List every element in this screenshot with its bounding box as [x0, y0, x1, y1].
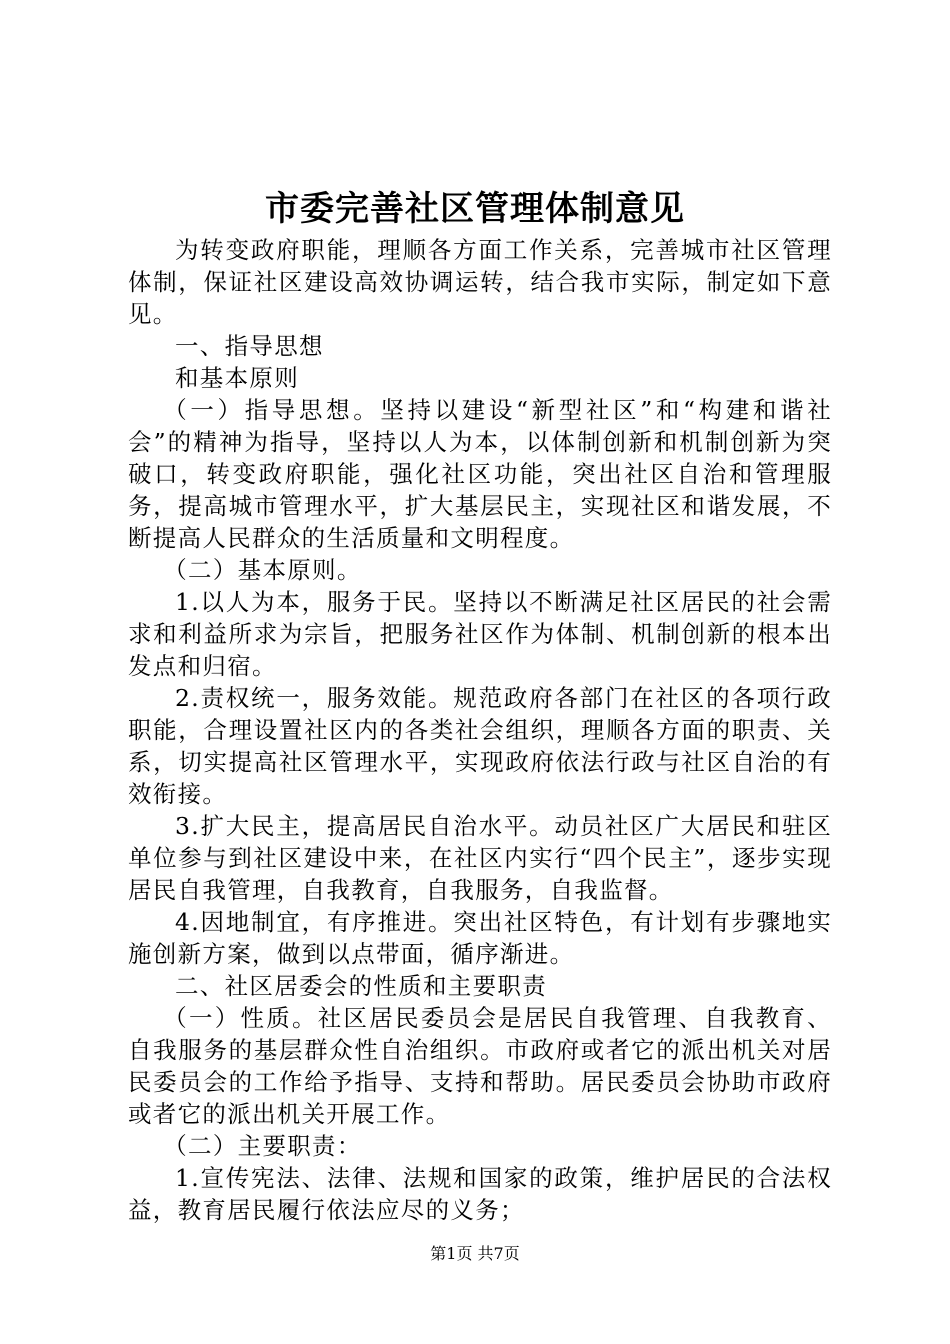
subheading-basic-principles: （二）基本原则。	[163, 556, 362, 584]
heading-section-1: 一、指导思想	[175, 332, 324, 360]
paragraph-principle-1: 1.以人为本，服务于民。坚持以不断满足社区居民的社会需求和利益所求为宗旨，把服务社区作为体制、机制创新的根本出发点和归宿。	[128, 588, 832, 680]
paragraph-principle-4: 4.因地制宜，有序推进。突出社区特色，有计划有步骤地实施创新方案，做到以点带面，循序渐进。	[128, 908, 832, 968]
paragraph-principle-2: 2.责权统一，服务效能。规范政府各部门在社区的各项行政职能，合理设置社区内的各类社会组织，理顺各方面的职责、关系，切实提高社区管理水平，实现政府依法行政与社区自治的有效衔接。	[128, 684, 832, 808]
paragraph-nature: （一）性质。社区居民委员会是居民自我管理、自我教育、自我服务的基层群众性自治组织。市政府或者它的派出机关对居民委员会的工作给予指导、支持和帮助。居民委员会协助市政府或者它的派出机关开展工作。	[128, 1004, 832, 1128]
paragraph-duty-1: 1.宣传宪法、法律、法规和国家的政策，维护居民的合法权益，教育居民履行依法应尽的义务；	[128, 1164, 832, 1224]
paragraph-intro: 为转变政府职能，理顺各方面工作关系，完善城市社区管理体制，保证社区建设高效协调运转，结合我市实际，制定如下意见。	[128, 236, 832, 328]
heading-section-2: 二、社区居委会的性质和主要职责	[175, 972, 547, 1000]
subheading-main-duties: （二）主要职责：	[163, 1132, 362, 1160]
document-body	[128, 234, 832, 1226]
heading-section-1-cont: 和基本原则	[175, 364, 299, 392]
paragraph-guiding-ideology: （一）指导思想。坚持以建设“新型社区”和“构建和谐社会”的精神为指导，坚持以人为本，以体制创新和机制创新为突破口，转变政府职能，强化社区功能，突出社区自治和管理服务，提高城市管理水平，扩大基层民主，实现社区和谐发展，不断提高人民群众的生活质量和文明程度。	[128, 396, 832, 552]
paragraph-principle-3: 3.扩大民主，提高居民自治水平。动员社区广大居民和驻区单位参与到社区建设中来，在社区内实行“四个民主”，逐步实现居民自我管理，自我教育，自我服务，自我监督。	[128, 812, 832, 904]
document-title: 市委完善社区管理体制意见	[265, 189, 685, 229]
page-footer: 第1页 共7页	[430, 1244, 520, 1263]
